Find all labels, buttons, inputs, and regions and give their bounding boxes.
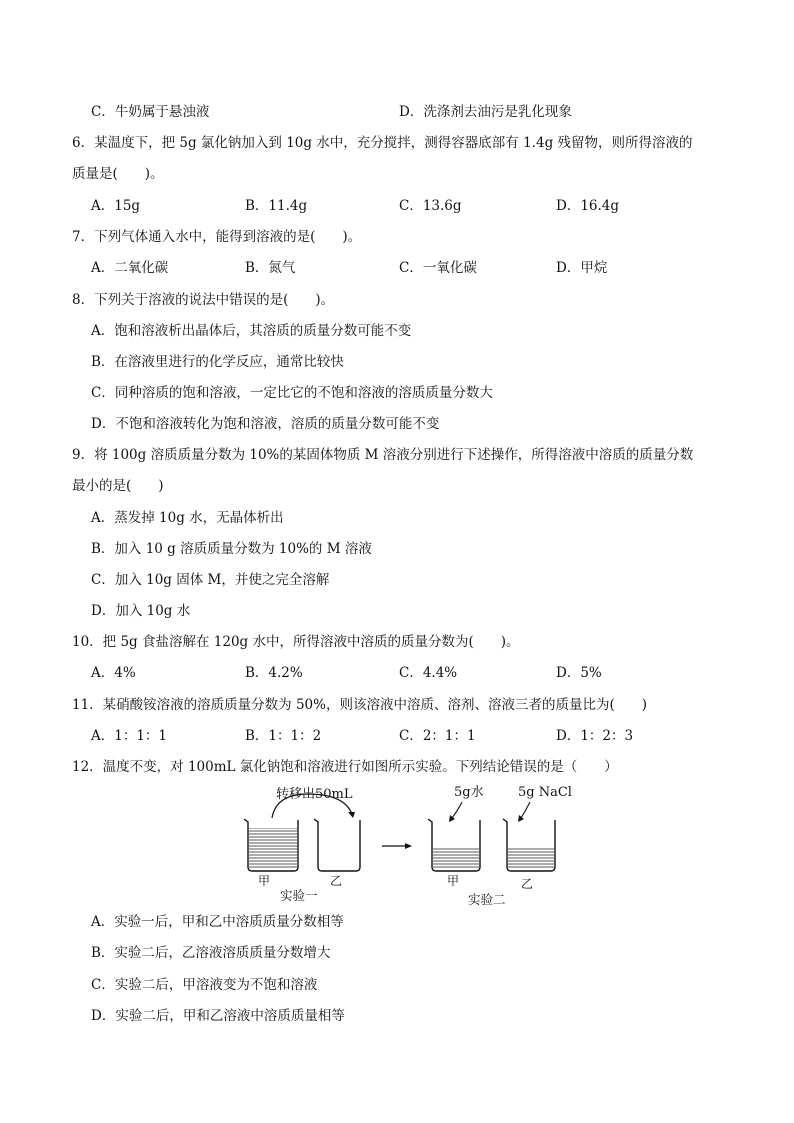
q10-option-c: C．4.4% (399, 665, 458, 681)
q12-option-d: D．实验二后，甲和乙溶液中溶质质量相等 (91, 1008, 345, 1024)
beaker-jia-exp2 (428, 819, 480, 871)
q7-option-d: D．甲烷 (556, 260, 608, 276)
q10-option-a: A．4% (91, 665, 136, 681)
label-exp2: 实验二 (468, 892, 506, 907)
q5-option-c: C．牛奶属于悬浊液 (91, 104, 210, 120)
q10-option-b: B．4.2% (245, 665, 303, 681)
q11-option-b: B．1：1：2 (245, 728, 322, 744)
q7-option-b: B．氮气 (245, 260, 296, 276)
transfer-arrowhead (348, 812, 355, 818)
water-label: 5g水 (454, 785, 484, 800)
beaker-yi-exp2 (503, 819, 555, 871)
nacl-arrowhead (518, 815, 524, 822)
label-jia-exp2: 甲 (447, 874, 460, 888)
q6-option-c: C．13.6g (399, 198, 462, 214)
transfer-label: 转移出50mL (276, 787, 353, 802)
nacl-label: 5g NaCl (518, 785, 572, 800)
q7-stem: 7．下列气体通入水中，能得到溶液的是( )。 (72, 229, 362, 245)
q9-option-d: D．加入 10g 水 (91, 603, 191, 619)
q11-option-d: D．1：2：3 (556, 728, 634, 744)
q9-stem-line2: 最小的是( ) (72, 478, 164, 494)
process-arrowhead (405, 843, 412, 849)
q12-option-a: A．实验一后，甲和乙中溶质质量分数相等 (91, 914, 344, 930)
q8-option-d: D．不饱和溶液转化为饱和溶液，溶质的质量分数可能不变 (91, 416, 440, 432)
q7-option-c: C．一氧化碳 (399, 260, 477, 276)
nacl-arrow (521, 802, 530, 818)
q11-option-c: C．2：1：1 (399, 728, 476, 744)
q12-stem: 12．温度不变，对 100mL 氯化钠饱和溶液进行如图所示实验。下列结论错误的是（ ） (72, 759, 618, 775)
q6-stem-line1: 6．某温度下，把 5g 氯化钠加入到 10g 水中，充分搅拌，测得容器底部有 1.4g 残留物，则所得溶液的 (72, 135, 693, 151)
q10-stem: 10．把 5g 食盐溶解在 120g 水中，所得溶液中溶质的质量分数为( )。 (72, 634, 520, 650)
q12-option-b: B．实验二后，乙溶液溶质质量分数增大 (91, 945, 331, 961)
experiment-diagram (236, 782, 572, 907)
q6-stem-line2: 质量是( )。 (72, 166, 164, 182)
label-yi-exp1: 乙 (330, 874, 343, 888)
q8-stem: 8．下列关于溶液的说法中错误的是( )。 (72, 292, 335, 308)
q11-stem: 11．某硝酸铵溶液的溶质质量分数为 50%，则该溶液中溶质、溶剂、溶液三者的质量比为( ) (72, 697, 648, 713)
q11-option-a: A．1：1：1 (91, 728, 168, 744)
q5-option-d: D．洗涤剂去油污是乳化现象 (399, 104, 572, 120)
q9-option-a: A．蒸发掉 10g 水，无晶体析出 (91, 510, 284, 526)
beaker-yi-exp1 (314, 819, 360, 871)
water-arrow (452, 802, 462, 818)
beaker-jia-exp1 (244, 819, 298, 871)
q6-option-b: B．11.4g (245, 198, 308, 214)
q9-stem-line1: 9．将 100g 溶质质量分数为 10%的某固体物质 M 溶液分别进行下述操作，所得溶液中溶质的质量分数 (72, 447, 694, 463)
label-exp1: 实验一 (280, 888, 318, 903)
q9-option-b: B．加入 10 g 溶质质量分数为 10%的 M 溶液 (91, 541, 372, 557)
q6-option-a: A．15g (91, 198, 141, 214)
q7-option-a: A．二氧化碳 (91, 260, 169, 276)
label-yi-exp2: 乙 (521, 877, 534, 891)
q10-option-d: D．5% (556, 665, 602, 681)
q8-option-c: C．同种溶质的饱和溶液，一定比它的不饱和溶液的溶质质量分数大 (91, 385, 493, 401)
label-jia-exp1: 甲 (258, 874, 271, 888)
q8-option-b: B．在溶液里进行的化学反应，通常比较快 (91, 354, 344, 370)
q12-option-c: C．实验二后，甲溶液变为不饱和溶液 (91, 977, 318, 993)
q8-option-a: A．饱和溶液析出晶体后，其溶质的质量分数可能不变 (91, 323, 412, 339)
q6-option-d: D．16.4g (556, 198, 620, 214)
q9-option-c: C．加入 10g 固体 M，并使之完全溶解 (91, 572, 330, 588)
